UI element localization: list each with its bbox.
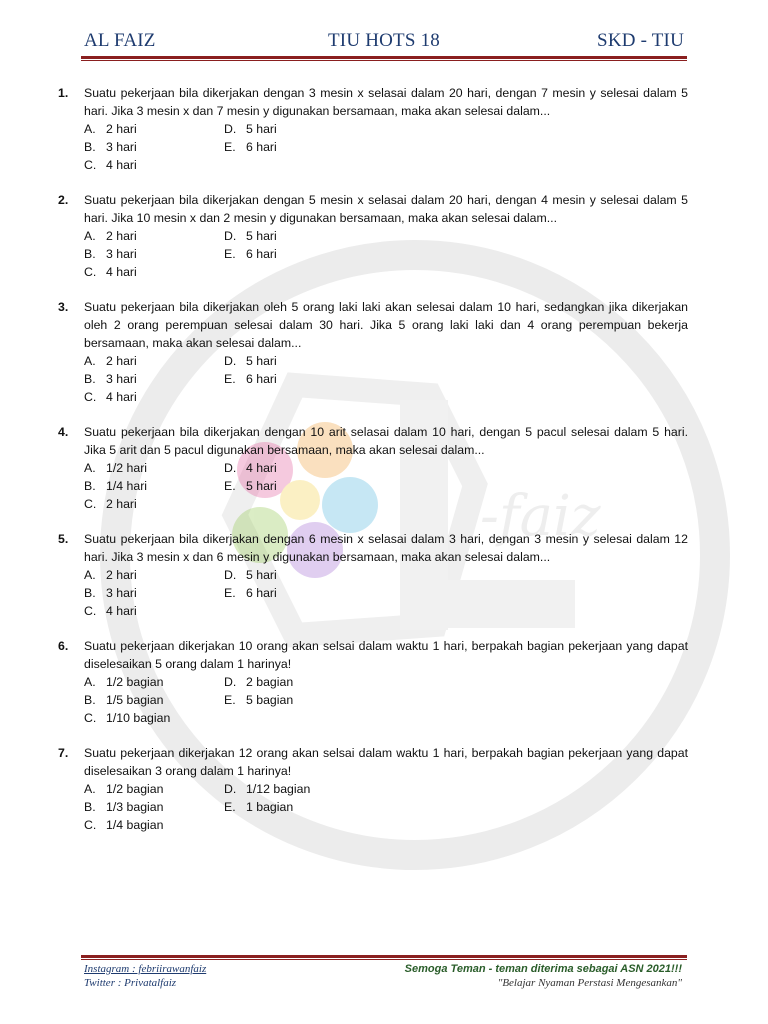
option-text: 6 hari bbox=[246, 586, 277, 600]
option-text: 5 hari bbox=[246, 568, 277, 582]
answer-option bbox=[84, 477, 224, 495]
option-letter: C. bbox=[84, 390, 97, 404]
answer-options bbox=[84, 352, 688, 406]
answer-option bbox=[224, 245, 404, 263]
question-item bbox=[58, 637, 688, 727]
footer-motto: "Belajar Nyaman Perstasi Mengesankan" bbox=[497, 977, 682, 989]
option-letter: C. bbox=[84, 158, 97, 172]
answer-option bbox=[84, 263, 224, 281]
option-text: 3 hari bbox=[106, 247, 137, 261]
option-text: 1/2 bagian bbox=[106, 782, 164, 796]
answer-option bbox=[84, 156, 224, 174]
option-text: 5 hari bbox=[246, 229, 277, 243]
answer-options bbox=[84, 459, 688, 513]
option-text: 1/4 hari bbox=[106, 479, 148, 493]
option-letter: D. bbox=[224, 675, 237, 689]
answer-option bbox=[84, 816, 224, 834]
answer-option bbox=[84, 584, 224, 602]
option-letter: D. bbox=[224, 568, 237, 582]
answer-option bbox=[84, 691, 224, 709]
option-letter: A. bbox=[84, 568, 96, 582]
option-text: 3 hari bbox=[106, 372, 137, 386]
option-letter: B. bbox=[84, 479, 96, 493]
option-text: 6 hari bbox=[246, 247, 277, 261]
header-rule-thin bbox=[81, 60, 687, 61]
answer-option bbox=[224, 227, 404, 245]
option-letter: C. bbox=[84, 818, 97, 832]
option-letter: D. bbox=[224, 461, 237, 475]
option-text: 1/4 bagian bbox=[106, 818, 164, 832]
option-text: 4 hari bbox=[106, 158, 137, 172]
answer-options bbox=[84, 566, 688, 620]
answer-options bbox=[84, 673, 688, 727]
answer-option bbox=[224, 673, 404, 691]
answer-option bbox=[84, 673, 224, 691]
option-text: 2 hari bbox=[106, 568, 137, 582]
question-list bbox=[58, 84, 688, 851]
question-text: Suatu pekerjaan bila dikerjakan dengan 5 mesin x selasai dalam 20 hari, dengan 4 mesin y selesai dalam 5 hari. Jika 10 mesin x dan 2 mesin y digunakan bersamaan, maka akan selesai dalam... bbox=[84, 193, 688, 225]
option-text: 6 hari bbox=[246, 140, 277, 154]
question-item bbox=[58, 298, 688, 406]
question-number: 6. bbox=[58, 639, 69, 653]
question-number: 4. bbox=[58, 425, 69, 439]
footer-social bbox=[84, 962, 206, 990]
option-text: 1/10 bagian bbox=[106, 711, 171, 725]
answer-options bbox=[84, 227, 688, 281]
option-letter: E. bbox=[224, 479, 236, 493]
option-letter: E. bbox=[224, 247, 236, 261]
option-letter: A. bbox=[84, 782, 96, 796]
option-text: 1/12 bagian bbox=[246, 782, 311, 796]
answer-option bbox=[84, 227, 224, 245]
answer-option bbox=[224, 584, 404, 602]
twitter-handle[interactable]: Twitter : Privatalfaiz bbox=[84, 977, 177, 989]
question-item bbox=[58, 191, 688, 281]
question-item bbox=[58, 530, 688, 620]
option-text: 4 hari bbox=[106, 265, 137, 279]
option-letter: A. bbox=[84, 354, 96, 368]
option-text: 2 hari bbox=[106, 122, 137, 136]
option-letter: B. bbox=[84, 586, 96, 600]
footer-slogan: Semoga Teman - teman diterima sebagai ASN 2021!!! bbox=[404, 963, 682, 975]
question-item bbox=[58, 84, 688, 174]
question-text: Suatu pekerjaan dikerjakan 12 orang akan selsai dalam waktu 1 hari, berpakah bagian pekerjaan yang dapat diselesaikan 3 orang dalam 1 harinya! bbox=[84, 746, 688, 778]
option-text: 4 hari bbox=[106, 604, 137, 618]
option-text: 5 hari bbox=[246, 354, 277, 368]
option-letter: D. bbox=[224, 354, 237, 368]
option-letter: D. bbox=[224, 122, 237, 136]
option-text: 3 hari bbox=[106, 140, 137, 154]
option-letter: B. bbox=[84, 693, 96, 707]
option-text: 3 hari bbox=[106, 586, 137, 600]
option-letter: A. bbox=[84, 461, 96, 475]
option-letter: C. bbox=[84, 711, 97, 725]
question-number: 2. bbox=[58, 193, 69, 207]
question-number: 3. bbox=[58, 300, 69, 314]
option-text: 1 bagian bbox=[246, 800, 294, 814]
option-letter: D. bbox=[224, 229, 237, 243]
question-text: Suatu pekerjaan bila dikerjakan oleh 5 orang laki laki akan selesai dalam 10 hari, sedangkan jika dikerjakan oleh 2 orang perempuan selesai dalam 30 hari. Jika 5 orang laki laki dan 4 orang perempuan bekerja bersamaan, maka akan selesai dalam... bbox=[84, 300, 688, 350]
option-text: 2 hari bbox=[106, 229, 137, 243]
answer-option bbox=[224, 138, 404, 156]
instagram-handle[interactable]: Instagram : febriirawanfaiz bbox=[84, 963, 207, 975]
answer-option bbox=[224, 477, 404, 495]
option-text: 2 bagian bbox=[246, 675, 294, 689]
option-letter: C. bbox=[84, 265, 97, 279]
footer-message bbox=[405, 962, 682, 990]
answer-option bbox=[224, 370, 404, 388]
answer-option bbox=[84, 352, 224, 370]
question-number: 7. bbox=[58, 746, 69, 760]
option-text: 2 hari bbox=[106, 354, 137, 368]
answer-option bbox=[224, 691, 404, 709]
option-letter: E. bbox=[224, 586, 236, 600]
answer-option bbox=[84, 138, 224, 156]
option-letter: B. bbox=[84, 372, 96, 386]
question-number: 1. bbox=[58, 86, 69, 100]
option-letter: E. bbox=[224, 140, 236, 154]
option-letter: A. bbox=[84, 122, 96, 136]
option-letter: E. bbox=[224, 800, 236, 814]
answer-option bbox=[84, 459, 224, 477]
header-right: SKD - TIU bbox=[597, 30, 684, 51]
answer-option bbox=[84, 370, 224, 388]
header-rule bbox=[81, 56, 687, 59]
question-item bbox=[58, 744, 688, 834]
question-text: Suatu pekerjaan dikerjakan 10 orang akan selsai dalam waktu 1 hari, berpakah bagian pekerjaan yang dapat diselesaikan 5 orang dalam 1 harinya! bbox=[84, 639, 688, 671]
answer-option bbox=[84, 495, 224, 513]
option-letter: B. bbox=[84, 247, 96, 261]
question-text: Suatu pekerjaan bila dikerjakan dengan 3 mesin x selasai dalam 20 hari, dengan 7 mesin y selesai dalam 5 hari. Jika 3 mesin x dan 7 mesin y digunakan bersamaan, maka akan selesai dalam... bbox=[84, 86, 688, 118]
option-letter: C. bbox=[84, 497, 97, 511]
answer-option bbox=[84, 798, 224, 816]
header-title: TIU HOTS 18 bbox=[328, 30, 440, 51]
page-header bbox=[84, 30, 684, 56]
answer-option bbox=[84, 245, 224, 263]
option-text: 1/3 bagian bbox=[106, 800, 164, 814]
answer-option bbox=[84, 566, 224, 584]
option-letter: C. bbox=[84, 604, 97, 618]
question-number: 5. bbox=[58, 532, 69, 546]
option-text: 5 bagian bbox=[246, 693, 294, 707]
option-text: 1/5 bagian bbox=[106, 693, 164, 707]
option-text: 4 hari bbox=[246, 461, 277, 475]
watermark-text: -faiz bbox=[480, 484, 601, 549]
option-text: 6 hari bbox=[246, 372, 277, 386]
answer-options bbox=[84, 780, 688, 834]
question-text: Suatu pekerjaan bila dikerjakan dengan 6 mesin x selasai dalam 3 hari, dengan 3 mesin y selesai dalam 12 hari. Jika 3 mesin x dan 6 mesin y digunakan bersamaan, maka akan selesai dalam... bbox=[84, 532, 688, 564]
answer-options bbox=[84, 120, 688, 174]
answer-option bbox=[84, 388, 224, 406]
option-letter: A. bbox=[84, 675, 96, 689]
footer-rule-thin bbox=[81, 959, 687, 960]
answer-option bbox=[224, 459, 404, 477]
answer-option bbox=[84, 120, 224, 138]
option-text: 1/2 hari bbox=[106, 461, 148, 475]
footer-rule bbox=[81, 955, 687, 958]
header-left: AL FAIZ bbox=[84, 30, 156, 51]
option-text: 4 hari bbox=[106, 390, 137, 404]
answer-option bbox=[224, 120, 404, 138]
question-item bbox=[58, 423, 688, 513]
option-letter: B. bbox=[84, 800, 96, 814]
option-text: 5 hari bbox=[246, 122, 277, 136]
option-text: 2 hari bbox=[106, 497, 137, 511]
answer-option bbox=[84, 780, 224, 798]
option-letter: E. bbox=[224, 693, 236, 707]
option-letter: E. bbox=[224, 372, 236, 386]
question-text: Suatu pekerjaan bila dikerjakan dengan 10 arit selasai dalam 10 hari, dengan 5 pacul selesai dalam 5 hari. Jika 5 arit dan 5 pacul digunakan bersamaan, maka akan selesai dalam... bbox=[84, 425, 688, 457]
answer-option bbox=[224, 566, 404, 584]
option-letter: D. bbox=[224, 782, 237, 796]
option-letter: A. bbox=[84, 229, 96, 243]
answer-option bbox=[84, 602, 224, 620]
answer-option bbox=[84, 709, 224, 727]
answer-option bbox=[224, 780, 404, 798]
option-text: 5 hari bbox=[246, 479, 277, 493]
answer-option bbox=[224, 352, 404, 370]
option-text: 1/2 bagian bbox=[106, 675, 164, 689]
answer-option bbox=[224, 798, 404, 816]
option-letter: B. bbox=[84, 140, 96, 154]
